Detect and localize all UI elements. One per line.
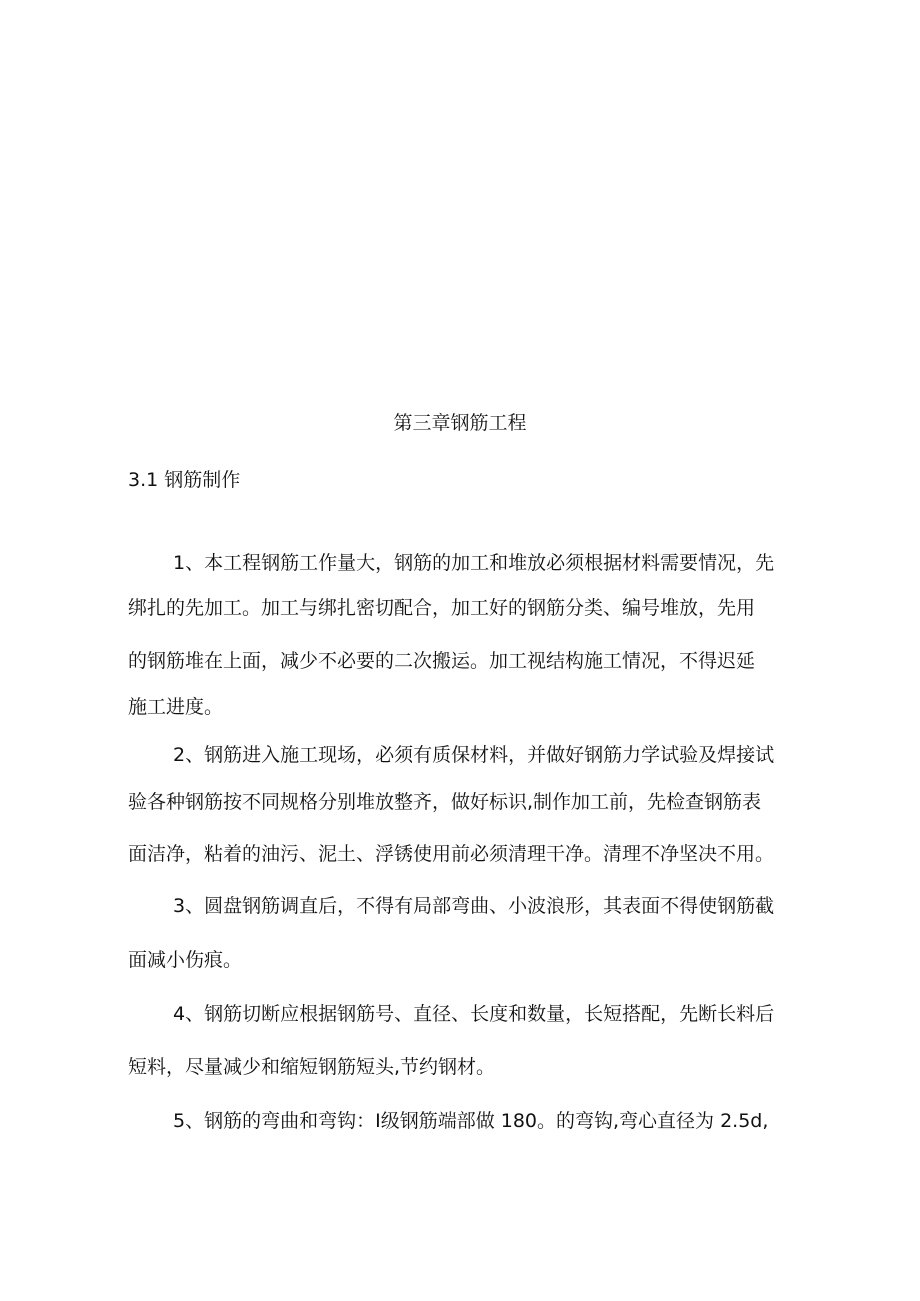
paragraph-5-line-1: 5、钢筋的弯曲和弯钩：Ⅰ级钢筋端部做 180。的弯钩,弯心直径为 2.5d,	[173, 1110, 769, 1132]
paragraph-2-line-3: 面洁净，粘着的油污、泥土、浮锈使用前必须清理干净。清理不净坚决不用。	[128, 843, 775, 865]
paragraph-1-line-3: 的钢筋堆在上面，减少不必要的二次搬运。加工视结构施工情况，不得迟延	[128, 650, 756, 672]
paragraph-1-line-4: 施工进度。	[128, 696, 224, 718]
paragraph-2-line-1: 2、钢筋进入施工现场，必须有质保材料，并做好钢筋力学试验及焊接试	[173, 744, 775, 766]
paragraph-1-line-2: 绑扎的先加工。加工与绑扎密切配合，加工好的钢筋分类、编号堆放，先用	[128, 597, 756, 619]
paragraph-4-line-1: 4、钢筋切断应根据钢筋号、直径、长度和数量，长短搭配，先断长料后	[173, 1003, 775, 1025]
section-title: 3.1 钢筋制作	[128, 469, 241, 491]
paragraph-3-line-2: 面减小伤痕。	[128, 949, 243, 971]
paragraph-2-line-2: 验各种钢筋按不同规格分别堆放整齐，做好标识,制作加工前，先检查钢筋表	[128, 791, 762, 813]
chapter-title: 第三章钢筋工程	[393, 412, 527, 434]
paragraph-1-line-1: 1、本工程钢筋工作量大，钢筋的加工和堆放必须根据材料需要情况，先	[173, 552, 775, 574]
paragraph-4-line-2: 短料，尽量减少和缩短钢筋短头,节约钢材。	[128, 1056, 496, 1078]
paragraph-3-line-1: 3、圆盘钢筋调直后，不得有局部弯曲、小波浪形，其表面不得使钢筋截	[173, 895, 775, 917]
